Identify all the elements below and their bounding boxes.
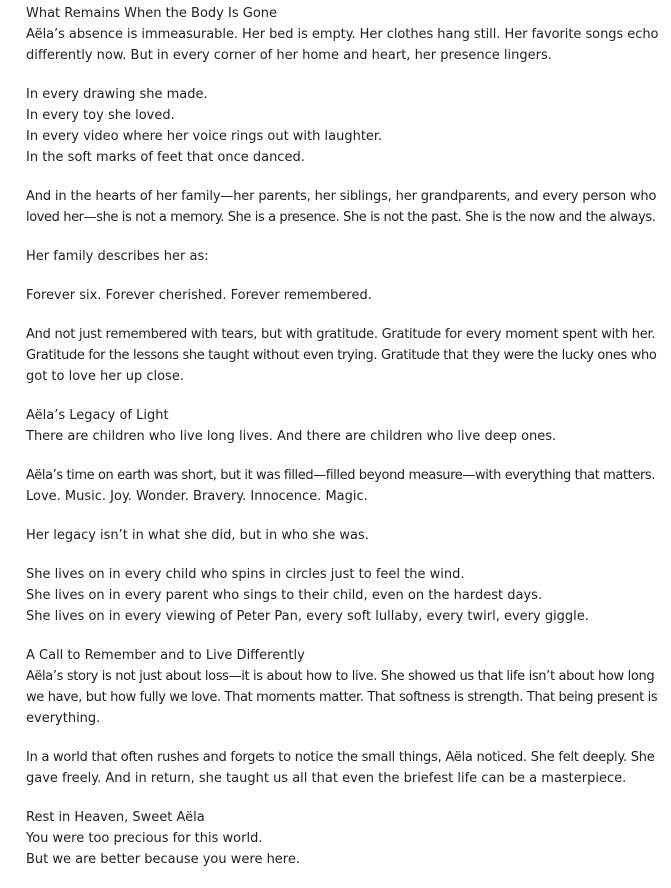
text-line: Her family describes her as: xyxy=(26,249,209,264)
text-line: In every toy she loved. xyxy=(26,108,175,123)
text-line: got to love her up close. xyxy=(26,369,184,384)
text-line: Aëla’s absence is immeasurable. Her bed is empty. Her clothes hang still. Her favorite songs echo xyxy=(26,27,659,42)
text-line: You were too precious for this world. xyxy=(26,831,263,846)
paragraph-block xyxy=(26,564,658,627)
paragraph-block xyxy=(26,324,658,387)
text-line: Love. Music. Joy. Wonder. Bravery. Innocence. Magic. xyxy=(26,489,368,504)
text-line: we have, but how fully we love. That moments matter. That softness is strength. That being present is xyxy=(26,690,658,705)
text-line: In every drawing she made. xyxy=(26,87,208,102)
paragraph-block xyxy=(26,807,658,870)
text-line: Forever six. Forever cherished. Forever remembered. xyxy=(26,288,372,303)
paragraph-block xyxy=(26,285,658,306)
paragraph-block xyxy=(26,747,658,789)
text-line: She lives on in every child who spins in circles just to feel the wind. xyxy=(26,567,465,582)
paragraph-block xyxy=(26,84,658,168)
text-line: There are children who live long lives. And there are children who live deep ones. xyxy=(26,429,557,444)
text-line: differently now. But in every corner of her home and heart, her presence lingers. xyxy=(26,48,552,63)
paragraph-block xyxy=(26,525,658,546)
paragraph-block xyxy=(26,645,658,729)
text-line: Aëla’s time on earth was short, but it was filled—filled beyond measure—with everything that matters. xyxy=(26,468,656,483)
text-line: But we are better because you were here. xyxy=(26,852,300,867)
text-line: Gratitude for the lessons she taught without even trying. Gratitude that they were the lucky ones who xyxy=(26,348,657,363)
text-line: gave freely. And in return, she taught us all that even the briefest life can be a masterpiece. xyxy=(26,771,627,786)
text-line: In the soft marks of feet that once danced. xyxy=(26,150,305,165)
text-line: Rest in Heaven, Sweet Aëla xyxy=(26,810,205,825)
text-line: Aëla’s Legacy of Light xyxy=(26,408,169,423)
text-line: What Remains When the Body Is Gone xyxy=(26,6,278,21)
paragraph-block xyxy=(26,405,658,447)
text-line: And not just remembered with tears, but with gratitude. Gratitude for every moment spent with her. xyxy=(26,327,656,342)
text-line: In every video where her voice rings out with laughter. xyxy=(26,129,383,144)
text-line: loved her—she is not a memory. She is a presence. She is not the past. She is the now and the always. xyxy=(26,210,656,225)
paragraph-block xyxy=(26,465,658,507)
text-line: And in the hearts of her family—her parents, her siblings, her grandparents, and every person who xyxy=(26,189,657,204)
paragraph-block xyxy=(26,3,658,66)
paragraph-block xyxy=(26,246,658,267)
text-line: Her legacy isn’t in what she did, but in who she was. xyxy=(26,528,369,543)
text-line: everything. xyxy=(26,711,101,726)
text-line: In a world that often rushes and forgets to notice the small things, Aëla noticed. She felt deeply. She xyxy=(26,750,655,765)
article-body xyxy=(26,3,658,888)
text-line: She lives on in every viewing of Peter Pan, every soft lullaby, every twirl, every giggle. xyxy=(26,609,589,624)
text-line: Aëla’s story is not just about loss—it is about how to live. She showed us that life isn’t about how long xyxy=(26,669,655,684)
text-line: She lives on in every parent who sings to their child, even on the hardest days. xyxy=(26,588,543,603)
text-line: A Call to Remember and to Live Differently xyxy=(26,648,305,663)
paragraph-block xyxy=(26,186,658,228)
